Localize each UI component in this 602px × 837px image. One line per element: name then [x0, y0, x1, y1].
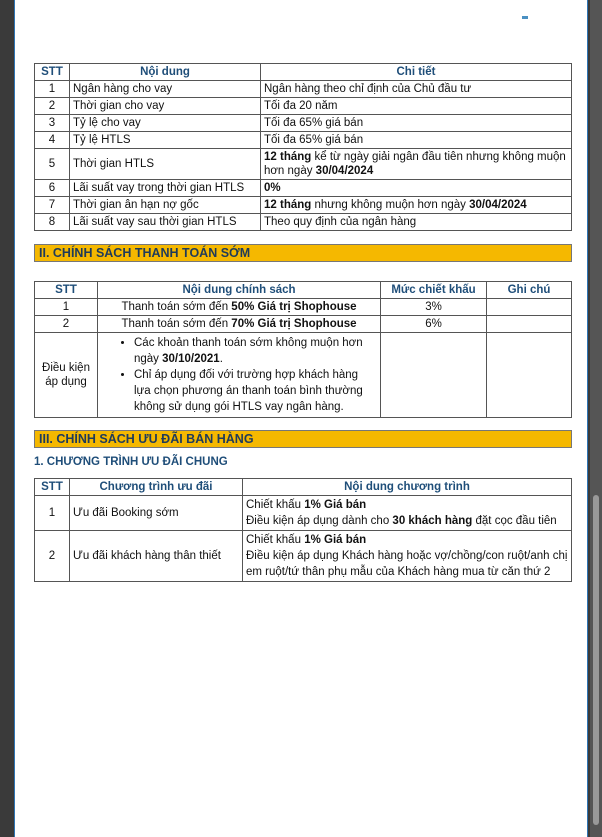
cell-condition-label: Điều kiện áp dụng — [35, 333, 98, 418]
table-row — [35, 316, 572, 333]
content-text: Chiết khấu — [246, 534, 305, 546]
content-text: Điều kiện áp dụng Khách hàng hoặc vợ/chồng/con ruột/anh chị em ruột/tứ thân phụ mẫu của Khách hàng mua từ căn thứ 2 — [246, 550, 568, 578]
table-row — [35, 132, 572, 149]
cell-detail — [261, 197, 572, 214]
incentive-program-table — [34, 478, 572, 582]
cell-policy — [98, 299, 381, 316]
content-line — [246, 497, 568, 513]
header-program-content: Nội dung chương trình — [243, 479, 572, 496]
cell-discount — [381, 333, 487, 418]
policy-text: Thanh toán sớm đến — [121, 301, 232, 313]
cell-content: Tỷ lệ cho vay — [70, 115, 261, 132]
header-stt: STT — [35, 479, 70, 496]
content-line — [246, 532, 568, 548]
policy-bold: 50% Giá trị Shophouse — [231, 301, 357, 313]
cell-content: Thời gian ân hạn nợ gốc — [70, 197, 261, 214]
condition-item: • Chỉ áp dụng đối với trường hợp khách hàng lựa chọn phương án thanh toán bình thường không sử dụng gói HTLS vay ngân hàng. — [134, 367, 376, 415]
cell-detail: 0% — [261, 180, 572, 197]
policy-bold: 70% Giá trị Shophouse — [231, 318, 357, 330]
header-policy: Nội dung chính sách — [98, 282, 381, 299]
condition-punct: . — [219, 353, 223, 365]
table-row — [35, 299, 572, 316]
cell-stt: 3 — [35, 115, 70, 132]
cell-program: Ưu đãi Booking sớm — [70, 496, 243, 531]
cell-content: Thời gian cho vay — [70, 98, 261, 115]
cell-detail: Theo quy định của ngân hàng — [261, 214, 572, 231]
conditions-list — [118, 335, 376, 415]
table-header — [35, 282, 572, 299]
bold-date: 30/04/2024 — [315, 165, 374, 177]
content-bold: 1% Giá bán — [304, 499, 367, 511]
cell-discount: 3% — [381, 299, 487, 316]
cell-stt: 1 — [35, 496, 70, 531]
bold-text: 12 tháng — [264, 151, 312, 163]
cell-policy — [98, 316, 381, 333]
early-payment-table — [34, 281, 572, 418]
table-row — [35, 98, 572, 115]
cell-program-content — [243, 531, 572, 582]
content-text: Điều kiện áp dụng dành cho — [246, 515, 393, 527]
subsection-title: 1. CHƯƠNG TRÌNH ƯU ĐÃI CHUNG — [34, 456, 228, 468]
bold-text: 12 tháng — [264, 199, 312, 211]
table-row-conditions — [35, 333, 572, 418]
loan-policy-table — [34, 63, 572, 231]
content-bold: 1% Giá bán — [304, 534, 367, 546]
section-heading-sales-incentives: III. CHÍNH SÁCH ƯU ĐÃI BÁN HÀNG — [34, 430, 572, 448]
content-text: Chiết khấu — [246, 499, 305, 511]
bold-date: 30/04/2024 — [469, 199, 527, 211]
content-bold: 30 khách hàng — [392, 515, 473, 527]
cell-stt: 4 — [35, 132, 70, 149]
cell-discount: 6% — [381, 316, 487, 333]
content-line — [246, 513, 568, 529]
cell-stt: 6 — [35, 180, 70, 197]
table-row — [35, 115, 572, 132]
table-row — [35, 496, 572, 531]
cell-content: Tỷ lệ HTLS — [70, 132, 261, 149]
table-row — [35, 149, 572, 180]
cell-stt: 7 — [35, 197, 70, 214]
cell-detail: Tối đa 65% giá bán — [261, 132, 572, 149]
policy-text: Thanh toán sớm đến — [121, 318, 232, 330]
cell-program-content — [243, 496, 572, 531]
cell-detail: Ngân hàng theo chỉ định của Chủ đầu tư — [261, 81, 572, 98]
table-row — [35, 214, 572, 231]
cell-program: Ưu đãi khách hàng thân thiết — [70, 531, 243, 582]
header-content: Nội dung — [70, 64, 261, 81]
cell-content: Thời gian HTLS — [70, 149, 261, 180]
header-stt: STT — [35, 64, 70, 81]
header-stt: STT — [35, 282, 98, 299]
header-note: Ghi chú — [487, 282, 572, 299]
condition-date: 30/10/2021 — [162, 353, 220, 365]
section-heading-early-payment: II. CHÍNH SÁCH THANH TOÁN SỚM — [34, 244, 572, 262]
table-header — [35, 64, 572, 81]
cell-detail: Tối đa 65% giá bán — [261, 115, 572, 132]
header-program: Chương trình ưu đãi — [70, 479, 243, 496]
table-row — [35, 81, 572, 98]
header-discount: Mức chiết khấu — [381, 282, 487, 299]
cell-content: Lãi suất vay trong thời gian HTLS — [70, 180, 261, 197]
cell-content: Ngân hàng cho vay — [70, 81, 261, 98]
cell-stt: 8 — [35, 214, 70, 231]
cell-stt: 5 — [35, 149, 70, 180]
cell-note — [487, 299, 572, 316]
cell-detail — [261, 149, 572, 180]
cell-note — [487, 316, 572, 333]
detail-text: nhưng không muộn hơn ngày — [311, 199, 470, 211]
condition-item — [134, 335, 376, 367]
cell-note — [487, 333, 572, 418]
detail-text: kể từ ngày giải ngân đầu tiên nhưng không muộn hơn ngày — [264, 151, 566, 177]
condition-text: Các khoản thanh toán sớm không muộn hơn ngày — [134, 337, 363, 365]
scrollbar[interactable] — [590, 0, 602, 837]
cell-stt: 2 — [35, 98, 70, 115]
cell-content: Lãi suất vay sau thời gian HTLS — [70, 214, 261, 231]
document-page — [14, 0, 588, 837]
top-mark — [522, 16, 528, 19]
table-row — [35, 180, 572, 197]
cell-stt: 2 — [35, 531, 70, 582]
content-line — [246, 548, 568, 580]
header-detail: Chi tiết — [261, 64, 572, 81]
table-header — [35, 479, 572, 496]
cell-stt: 1 — [35, 299, 98, 316]
cell-stt: 1 — [35, 81, 70, 98]
scrollbar-thumb[interactable] — [593, 495, 599, 825]
table-row — [35, 531, 572, 582]
cell-conditions — [98, 333, 381, 418]
table-row — [35, 197, 572, 214]
cell-stt: 2 — [35, 316, 98, 333]
content-text: đặt cọc đầu tiên — [472, 515, 557, 527]
cell-detail: Tối đa 20 năm — [261, 98, 572, 115]
